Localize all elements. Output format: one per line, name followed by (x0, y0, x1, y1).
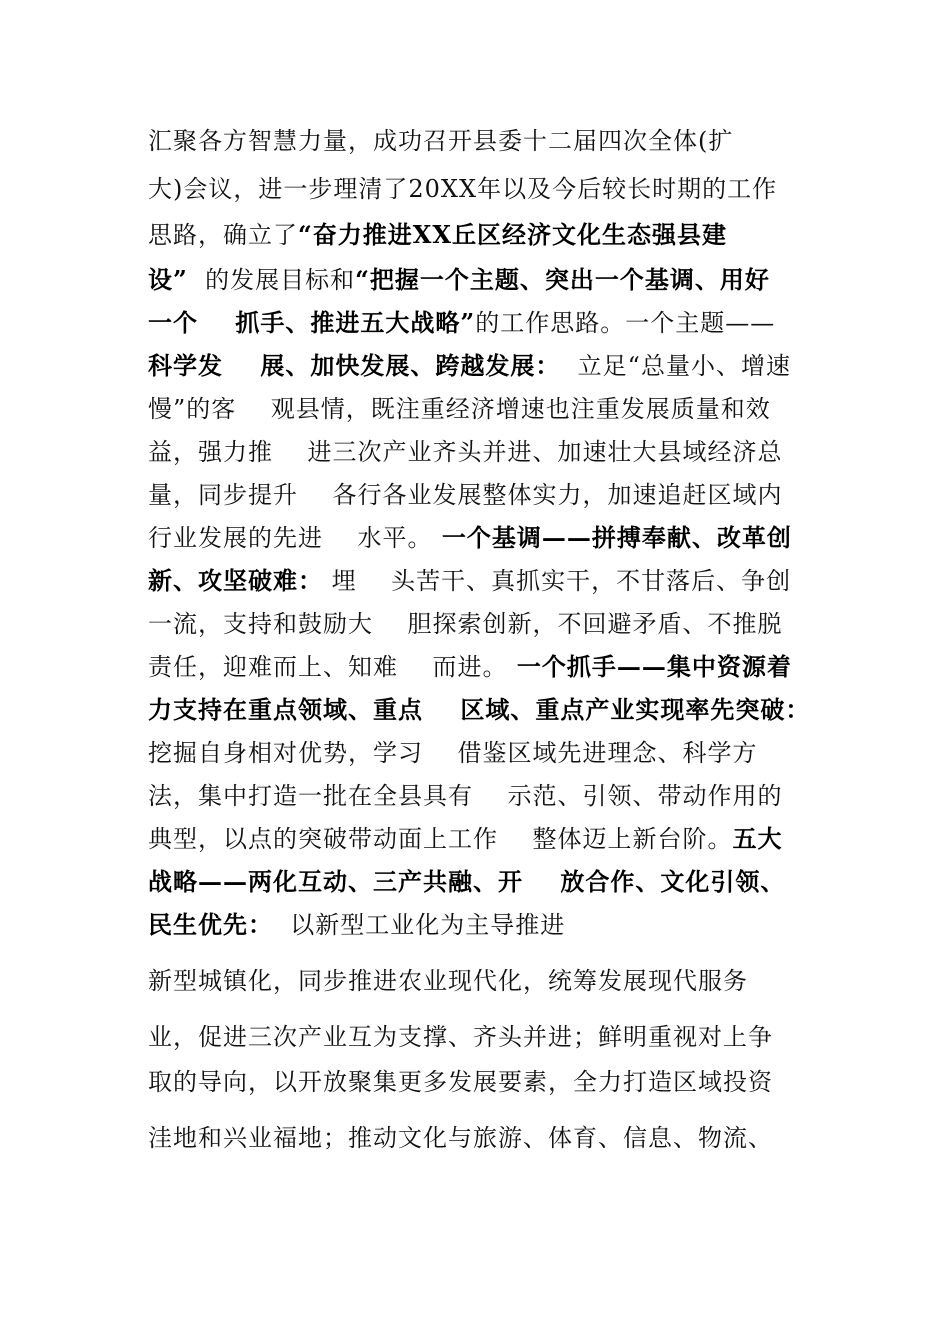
text-run: 以新型工业化为主导推进 (273, 911, 566, 939)
text-run: 责任，迎难而上、知难 而进。 (148, 653, 508, 681)
bold-text-run: “奋力推进XX丘区经济文化生态强县建 (298, 220, 728, 249)
text-line (148, 867, 785, 897)
text-line (148, 308, 775, 338)
text-line (148, 910, 565, 940)
text-run: 益，强力推 进三次产业齐头并进、加速壮大县域经济总 (148, 438, 783, 466)
text-line (148, 480, 783, 510)
text-run: 立足“总量小、增速 (560, 352, 791, 380)
text-run: 慢”的客 观县情，既注重经济增速也注重发展质量和效 (148, 395, 771, 423)
text-line (148, 265, 770, 295)
text-run: 法，集中打造一批在全县具有 示范、引领、带动作用的 (148, 782, 783, 810)
bold-text-run: 新、攻坚破难： (148, 566, 323, 595)
text-line (148, 523, 792, 553)
bold-text-run: 一个抓手——集中资源着 (507, 652, 792, 681)
text-line (148, 1123, 773, 1153)
text-line (148, 966, 748, 996)
text-line (148, 1022, 773, 1052)
text-run: 思路，确立了 (148, 221, 298, 249)
text-line (148, 652, 792, 682)
bold-text-run: 一个基调——拼搏奉献、改革创 (432, 523, 792, 552)
text-line (148, 126, 733, 156)
text-run: 的发展目标和 (187, 266, 356, 294)
text-run: 的工作思路。一个主题—— (475, 309, 776, 337)
text-run: 业，促进三次产业互为支撑、齐头并进；鲜明重视对上争 (148, 1023, 773, 1051)
text-line (148, 1067, 773, 1097)
text-line (148, 824, 783, 854)
text-run: 汇聚各方智慧力量，成功召开县委十二届四次全体(扩 (148, 127, 734, 155)
text-run: 新型城镇化，同步推进农业现代化，统筹发展现代服务 (148, 967, 748, 995)
text-line (148, 566, 791, 596)
text-line (148, 738, 758, 768)
text-run: 典型，以点的突破带动面上工作 整体迈上新台阶。 (148, 825, 733, 853)
text-run: 埋 头苦干、真抓实干，不甘落后、争创 (323, 567, 792, 595)
text-run: 一流，支持和鼓励大 胆探索创新，不回避矛盾、不推脱 (148, 610, 783, 638)
text-run: 挖掘自身相对优势，学习 借鉴区域先进理念、科学方 (148, 739, 758, 767)
text-run: 取的导向，以开放聚集更多发展要素，全力打造区域投资 (148, 1068, 773, 1096)
bold-text-run: 五大 (732, 824, 783, 853)
text-line (148, 609, 783, 639)
text-run: 洼地和兴业福地；推动文化与旅游、体育、信息、物流、 (148, 1124, 773, 1152)
bold-text-run: 科学发 展、加快发展、跨越发展： (148, 351, 561, 380)
text-run: 量，同步提升 各行各业发展整体实力，加速追赶区域内 (148, 481, 783, 509)
text-line (148, 351, 791, 381)
bold-text-run: 一个 抓手、推进五大战略” (148, 308, 476, 337)
text-line (148, 437, 783, 467)
bold-text-run: 民生优先： (148, 910, 273, 939)
bold-text-run: 设” (148, 265, 188, 294)
text-line (148, 695, 810, 725)
text-run: 行业发展的先进 水平。 (148, 524, 433, 552)
text-line (148, 781, 783, 811)
text-line (148, 174, 777, 204)
text-line (148, 220, 727, 250)
text-run: 大)会议，进一步理清了20XX年以及今后较长时期的工作 (148, 175, 778, 203)
text-line (148, 394, 771, 424)
bold-text-run: 战略——两化互动、三产共融、开 放合作、文化引领、 (148, 867, 786, 896)
bold-text-run: 力支持在重点领域、重点 区域、重点产业实现率先突破： (148, 695, 811, 724)
bold-text-run: “把握一个主题、突出一个基调、用好 (355, 265, 770, 294)
